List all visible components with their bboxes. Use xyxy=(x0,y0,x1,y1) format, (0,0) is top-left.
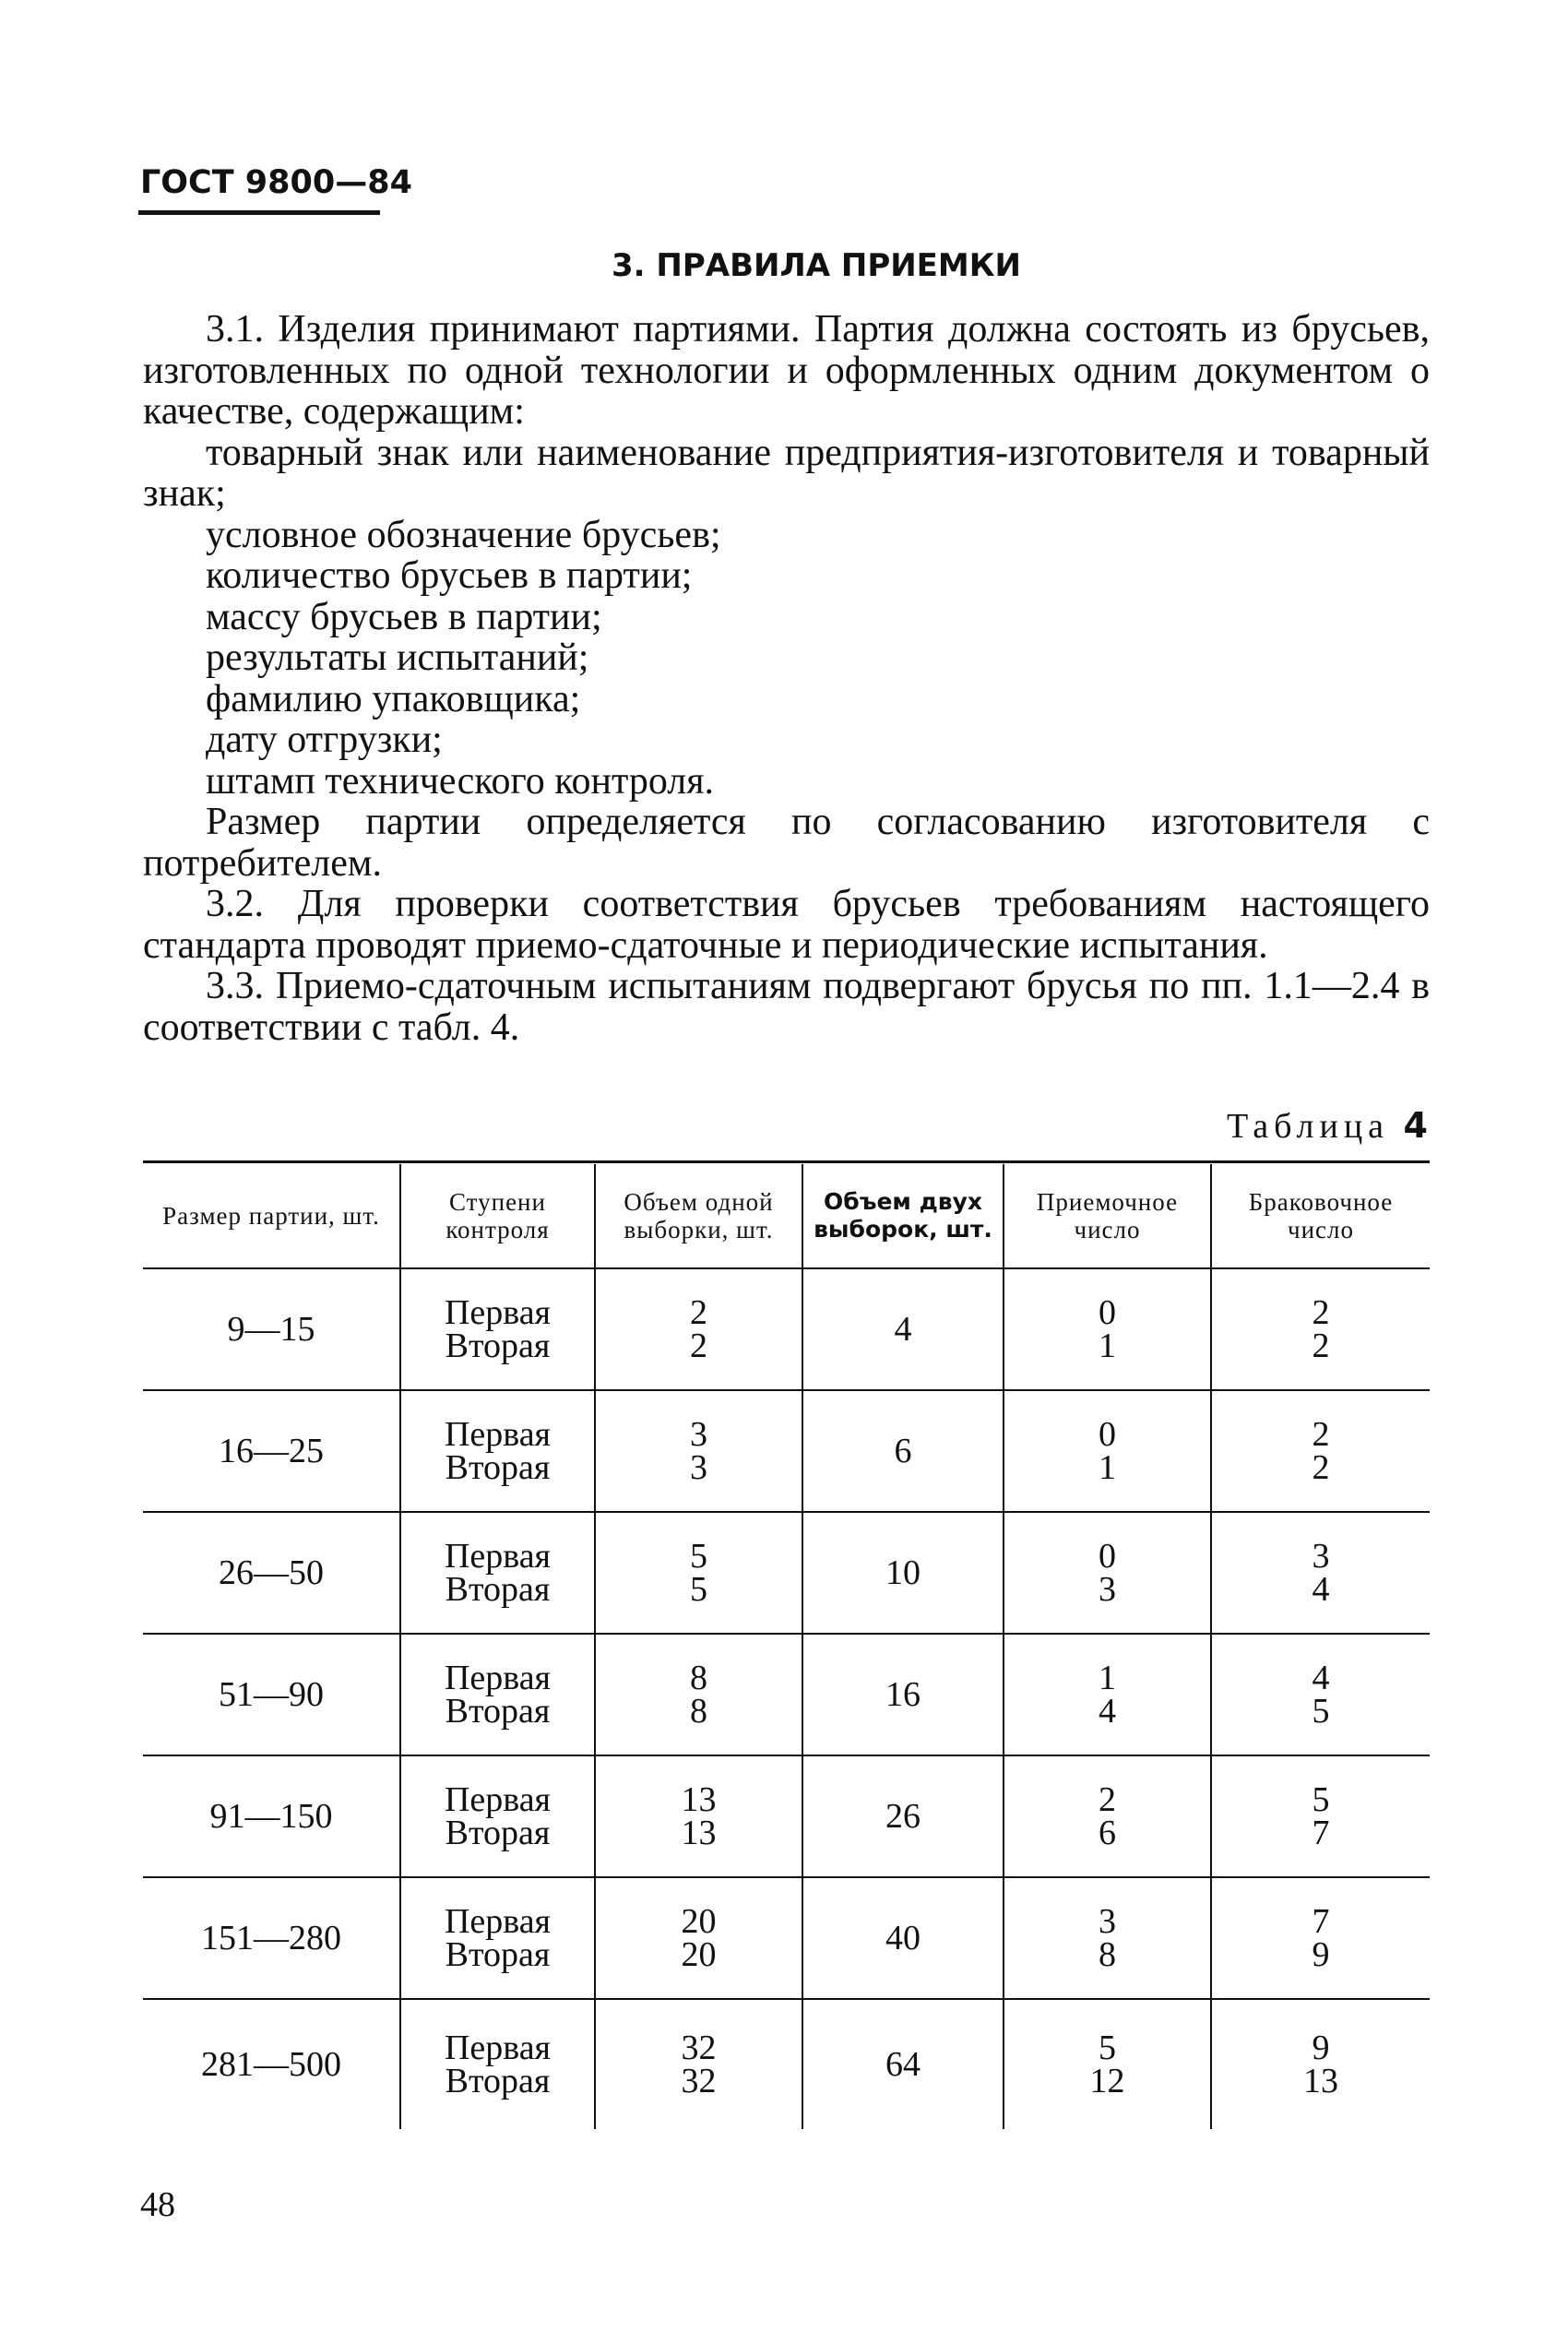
cell-acceptance-number-second: 12 xyxy=(1089,2062,1125,2100)
cell-lot-size: 9—15 xyxy=(143,1268,400,1390)
cell-rejection-number-second: 13 xyxy=(1303,2062,1338,2100)
cell-control-stage-first: Первая xyxy=(444,2029,552,2067)
table-header-row xyxy=(143,1164,1430,1268)
cell-acceptance-number-second: 6 xyxy=(1099,1814,1116,1852)
cell-acceptance-number-first: 5 xyxy=(1099,2029,1116,2067)
cell-acceptance-number-first: 3 xyxy=(1099,1902,1116,1941)
cell-rejection-number xyxy=(1211,1999,1430,2129)
cell-acceptance-number-first: 1 xyxy=(1099,1659,1116,1697)
cell-rejection-number-first: 9 xyxy=(1312,2029,1330,2067)
cell-acceptance-number xyxy=(1004,1512,1211,1634)
list-item: штамп технического контроля. xyxy=(206,759,715,803)
cell-control-stage-second: Вторая xyxy=(445,1814,551,1852)
cell-control-stage xyxy=(400,1390,595,1512)
cell-two-samples: 4 xyxy=(802,1268,1004,1390)
cell-control-stage-second: Вторая xyxy=(445,1448,551,1487)
cell-control-stage-first: Первая xyxy=(444,1293,552,1332)
cell-control-stage-first: Первая xyxy=(444,1659,552,1697)
cell-acceptance-number-second: 1 xyxy=(1099,1327,1116,1365)
cell-acceptance-number xyxy=(1004,1268,1211,1390)
cell-rejection-number xyxy=(1211,1877,1430,1999)
table-top-rule xyxy=(143,1160,1430,1163)
cell-single-sample-first: 2 xyxy=(690,1293,707,1332)
cell-single-sample-second: 3 xyxy=(690,1448,707,1487)
cell-two-samples: 64 xyxy=(802,1999,1004,2129)
acceptance-table xyxy=(143,1164,1430,2129)
table-caption xyxy=(1227,1105,1428,1147)
cell-lot-size: 16—25 xyxy=(143,1390,400,1512)
cell-rejection-number xyxy=(1211,1512,1430,1634)
cell-lot-size: 26—50 xyxy=(143,1512,400,1634)
header-acceptance-number: Приемочное число xyxy=(1004,1164,1211,1268)
paragraph-3-2: 3.2. Для проверки соответствия брусьев требованиям настоящего стандарта проводят приемо-сдаточные и периодические испытания. xyxy=(143,883,1430,967)
cell-lot-size: 151—280 xyxy=(143,1877,400,1999)
cell-rejection-number-first: 2 xyxy=(1312,1293,1330,1332)
cell-rejection-number xyxy=(1211,1390,1430,1512)
cell-single-sample xyxy=(595,1512,802,1634)
table-row xyxy=(143,1512,1430,1634)
header-single-sample: Объем одной выборки, шт. xyxy=(595,1164,802,1268)
cell-control-stage xyxy=(400,1999,595,2129)
cell-acceptance-number-second: 3 xyxy=(1099,1570,1116,1609)
cell-rejection-number-first: 2 xyxy=(1312,1415,1330,1454)
paragraph-3-1: 3.1. Изделия принимают партиями. Партия должна состоять из брусьев, изготовленных по одной технологии и оформленных одним документом о качестве, содержащим: xyxy=(143,308,1430,433)
cell-rejection-number-second: 2 xyxy=(1312,1448,1330,1487)
paragraph-3-3: 3.3. Приемо-сдаточным испытаниям подвергают брусья по пп. 1.1—2.4 в соответствии с табл. 4. xyxy=(143,965,1430,1049)
list-item: результаты испытаний; xyxy=(206,637,589,679)
cell-single-sample-first: 13 xyxy=(681,1780,717,1819)
table-row xyxy=(143,1999,1430,2129)
cell-two-samples: 6 xyxy=(802,1390,1004,1512)
cell-acceptance-number xyxy=(1004,1634,1211,1755)
cell-acceptance-number xyxy=(1004,1877,1211,1999)
cell-single-sample xyxy=(595,1634,802,1755)
cell-rejection-number-first: 7 xyxy=(1312,1902,1330,1941)
header-lot-size: Размер партии, шт. xyxy=(143,1164,400,1268)
list-item: условное обозначение брусьев; xyxy=(206,513,721,556)
header-control-stage: Ступени контроля xyxy=(400,1164,595,1268)
cell-two-samples: 26 xyxy=(802,1755,1004,1877)
page-number: 48 xyxy=(140,2185,175,2224)
cell-lot-size: 281—500 xyxy=(201,2045,341,2084)
table-row xyxy=(143,1390,1430,1512)
cell-single-sample xyxy=(595,1268,802,1390)
cell-control-stage-second: Вторая xyxy=(445,1327,551,1365)
table-row xyxy=(143,1634,1430,1755)
cell-rejection-number-second: 5 xyxy=(1312,1692,1330,1731)
cell-two-samples: 40 xyxy=(802,1877,1004,1999)
standard-code-underline xyxy=(138,210,380,215)
cell-rejection-number xyxy=(1211,1755,1430,1877)
cell-rejection-number-first: 5 xyxy=(1312,1780,1330,1819)
cell-control-stage-first: Первая xyxy=(444,1902,552,1941)
table-row xyxy=(143,1268,1430,1390)
cell-rejection-number-first: 4 xyxy=(1312,1659,1330,1697)
header-two-samples: Объем двух выборок, шт. xyxy=(802,1164,1004,1268)
list-item: товарный знак или наименование предприятия-изготовителя и товарный знак; xyxy=(143,431,1430,515)
cell-single-sample-first: 20 xyxy=(681,1902,717,1941)
cell-acceptance-number-first: 2 xyxy=(1099,1780,1116,1819)
cell-control-stage xyxy=(400,1877,595,1999)
cell-two-samples: 16 xyxy=(802,1634,1004,1755)
section-body xyxy=(143,309,1430,1048)
cell-control-stage-first: Первая xyxy=(444,1780,552,1819)
cell-acceptance-number xyxy=(1004,1755,1211,1877)
cell-single-sample-second: 5 xyxy=(690,1570,707,1609)
cell-single-sample-second: 2 xyxy=(690,1327,707,1365)
cell-control-stage xyxy=(400,1512,595,1634)
standard-code: ГОСТ 9800—84 xyxy=(140,164,412,201)
cell-rejection-number-second: 7 xyxy=(1312,1814,1330,1852)
list-item: дату отгрузки; xyxy=(206,719,443,761)
cell-rejection-number-second: 4 xyxy=(1312,1570,1330,1609)
cell-single-sample-second: 32 xyxy=(681,2062,717,2100)
cell-control-stage-second: Вторая xyxy=(445,1692,551,1731)
cell-single-sample xyxy=(595,1999,802,2129)
cell-rejection-number-second: 9 xyxy=(1312,1935,1330,1974)
cell-control-stage xyxy=(400,1755,595,1877)
table-caption-number: 4 xyxy=(1403,1105,1428,1146)
cell-single-sample-first: 8 xyxy=(690,1659,707,1697)
cell-control-stage-second: Вторая xyxy=(445,1570,551,1609)
cell-single-sample-second: 8 xyxy=(690,1692,707,1731)
cell-acceptance-number-second: 1 xyxy=(1099,1448,1116,1487)
cell-acceptance-number-second: 4 xyxy=(1099,1692,1116,1731)
cell-acceptance-number xyxy=(1004,1390,1211,1512)
cell-control-stage xyxy=(400,1634,595,1755)
cell-rejection-number xyxy=(1211,1634,1430,1755)
cell-acceptance-number xyxy=(1004,1999,1211,2129)
cell-acceptance-number-second: 8 xyxy=(1099,1935,1116,1974)
cell-control-stage-second: Вторая xyxy=(445,2062,551,2100)
lot-size-paragraph: Размер партии определяется по согласованию изготовителя с потребителем. xyxy=(143,801,1430,885)
cell-rejection-number-first: 3 xyxy=(1312,1537,1330,1576)
cell-lot-size: 51—90 xyxy=(143,1634,400,1755)
cell-single-sample xyxy=(595,1390,802,1512)
cell-single-sample-first: 3 xyxy=(690,1415,707,1454)
header-rejection-number: Браковочное число xyxy=(1211,1164,1430,1268)
cell-control-stage-first: Первая xyxy=(444,1415,552,1454)
cell-rejection-number xyxy=(1211,1268,1430,1390)
cell-single-sample-first: 5 xyxy=(690,1537,707,1576)
list-item: массу брусьев в партии; xyxy=(206,595,602,638)
cell-control-stage-first: Первая xyxy=(444,1537,552,1576)
cell-acceptance-number-first: 0 xyxy=(1099,1415,1116,1454)
cell-single-sample xyxy=(595,1877,802,1999)
table-body xyxy=(143,1268,1430,2129)
list-item: фамилию упаковщика; xyxy=(206,677,581,720)
cell-acceptance-number-first: 0 xyxy=(1099,1293,1116,1332)
cell-two-samples: 10 xyxy=(802,1512,1004,1634)
cell-control-stage xyxy=(400,1268,595,1390)
table-caption-word: Таблица xyxy=(1227,1107,1390,1146)
cell-lot-size: 91—150 xyxy=(143,1755,400,1877)
cell-single-sample-second: 13 xyxy=(681,1814,717,1852)
cell-single-sample-second: 20 xyxy=(681,1935,717,1974)
table-row xyxy=(143,1755,1430,1877)
table-row xyxy=(143,1877,1430,1999)
cell-rejection-number-second: 2 xyxy=(1312,1327,1330,1365)
section-title: 3. ПРАВИЛА ПРИЕМКИ xyxy=(612,247,1021,284)
cell-acceptance-number-first: 0 xyxy=(1099,1537,1116,1576)
cell-single-sample-first: 32 xyxy=(681,2029,717,2067)
list-item: количество брусьев в партии; xyxy=(206,554,693,597)
cell-single-sample xyxy=(595,1755,802,1877)
cell-control-stage-second: Вторая xyxy=(445,1935,551,1974)
